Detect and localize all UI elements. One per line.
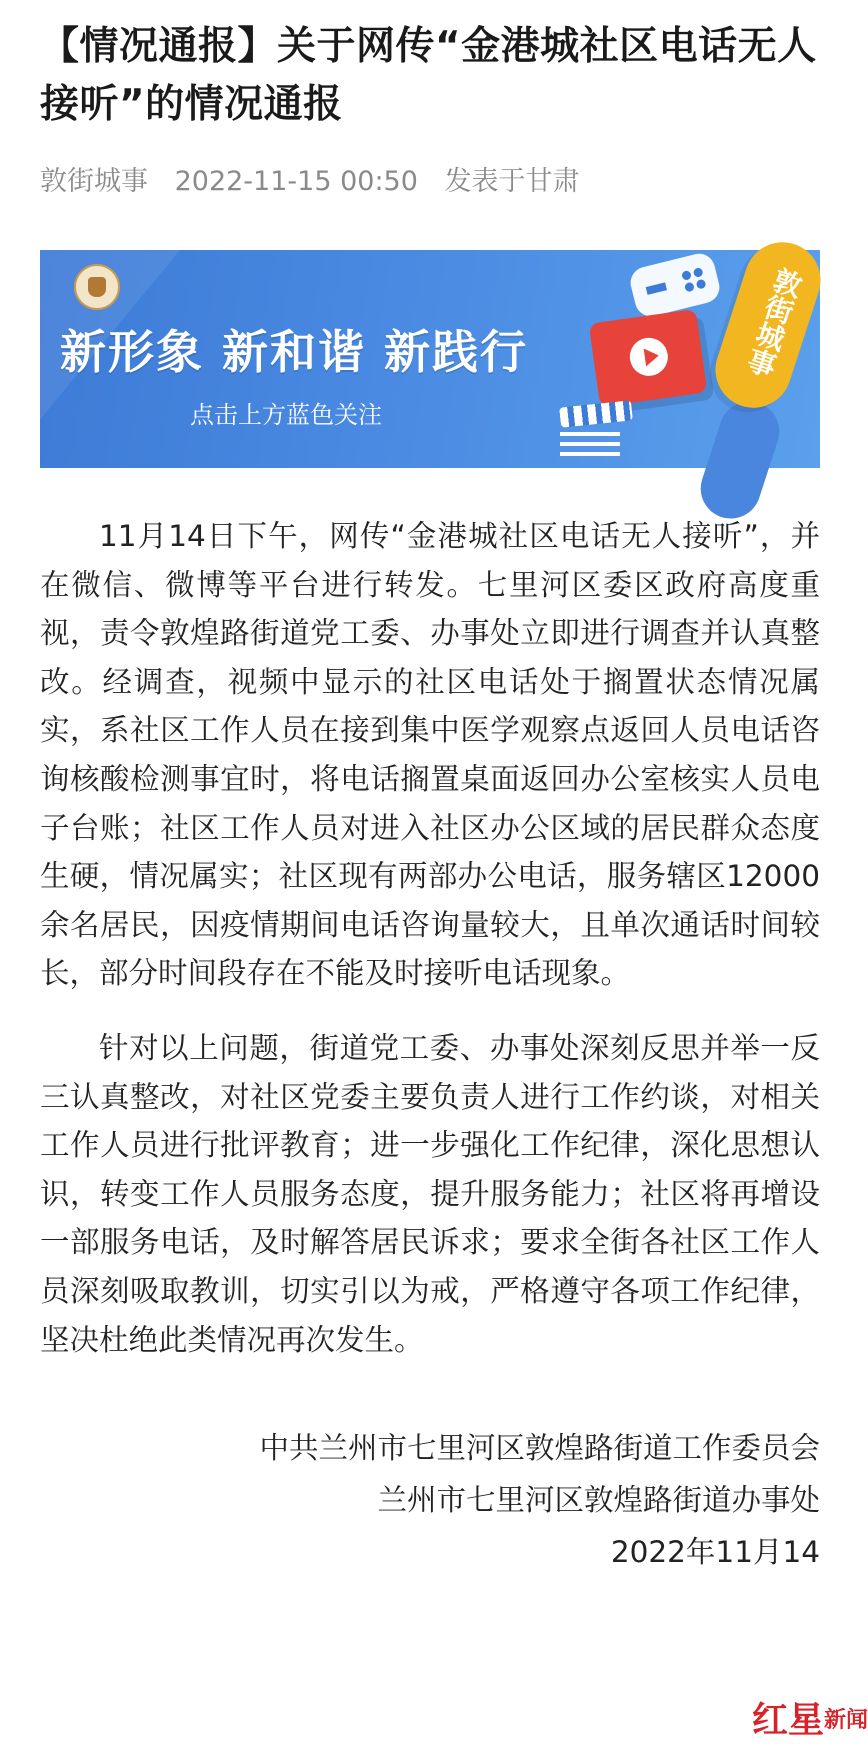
author-link[interactable]: 敦街城事 [40,166,148,197]
article-title: 【情况通报】关于网传“金港城社区电话无人接听”的情况通报 [40,24,817,127]
signature-date: 2022年11月14 [610,1535,820,1570]
logo-emblem-icon [74,264,120,310]
text-lines-icon [560,432,620,436]
banner-slogan: 新形象 新和谐 新践行 [60,325,529,379]
signature-org-office: 兰州市七里河区敦煌路街道办事处 [377,1483,820,1518]
signature-org-committee: 中共兰州市七里河区敦煌路街道工作委员会 [259,1431,820,1466]
article-body [40,512,820,1364]
clapper-stripes-icon [559,400,633,427]
banner-side-label: 敦街城事 [740,263,807,381]
publish-location: 发表于甘肃 [444,166,580,197]
follow-banner[interactable] [40,250,820,468]
banner-follow-hint: 点击上方蓝色关注 [190,401,382,429]
banner-decoration-shape [693,394,787,527]
gamepad-icon [627,250,723,319]
article-meta [40,162,820,202]
play-button-icon [589,309,708,407]
play-circle-icon [627,335,670,378]
publish-datetime: 2022-11-15 00:50 [174,166,418,197]
article-paragraph: 针对以上问题，街道党工委、办事处深刻反思并举一反三认真整改，对社区党委主要负责人进行工作约谈，对相关工作人员进行批评教育；进一步强化工作纪律，深化思想认识，转变工作人员服务态度，提升服务能力；社区将再增设一部服务电话，及时解答居民诉求；要求全街各社区工作人员深刻吸取教训，切实引以为戒，严格遵守各项工作纪律，坚决杜绝此类情况再次发生。 [40,1030,820,1357]
watermark-xinwen: 新闻 [824,1707,868,1733]
source-watermark [752,1700,868,1748]
article [40,0,820,1578]
article-paragraph: 11月14日下午，网传“金港城社区电话无人接听”，并在微信、微博等平台进行转发。七里河区委区政府高度重视，责令敦煌路街道党工委、办事处立即进行调查并认真整改。经调查，视频中显示的社区电话处于搁置状态情况属实，系社区工作人员在接到集中医学观察点返回人员电话咨询核酸检测事宜时，将电话搁置桌面返回办公室核实人员电子台账；社区工作人员对进入社区办公区域的居民群众态度生硬，情况属实；社区现有两部办公电话，服务辖区12000余名居民，因疫情期间电话咨询量较大，且单次通话时间较长，部分时间段存在不能及时接听电话现象。 [40,519,820,991]
signature-block [40,1422,820,1578]
watermark-hong: 红星 [752,1699,825,1741]
